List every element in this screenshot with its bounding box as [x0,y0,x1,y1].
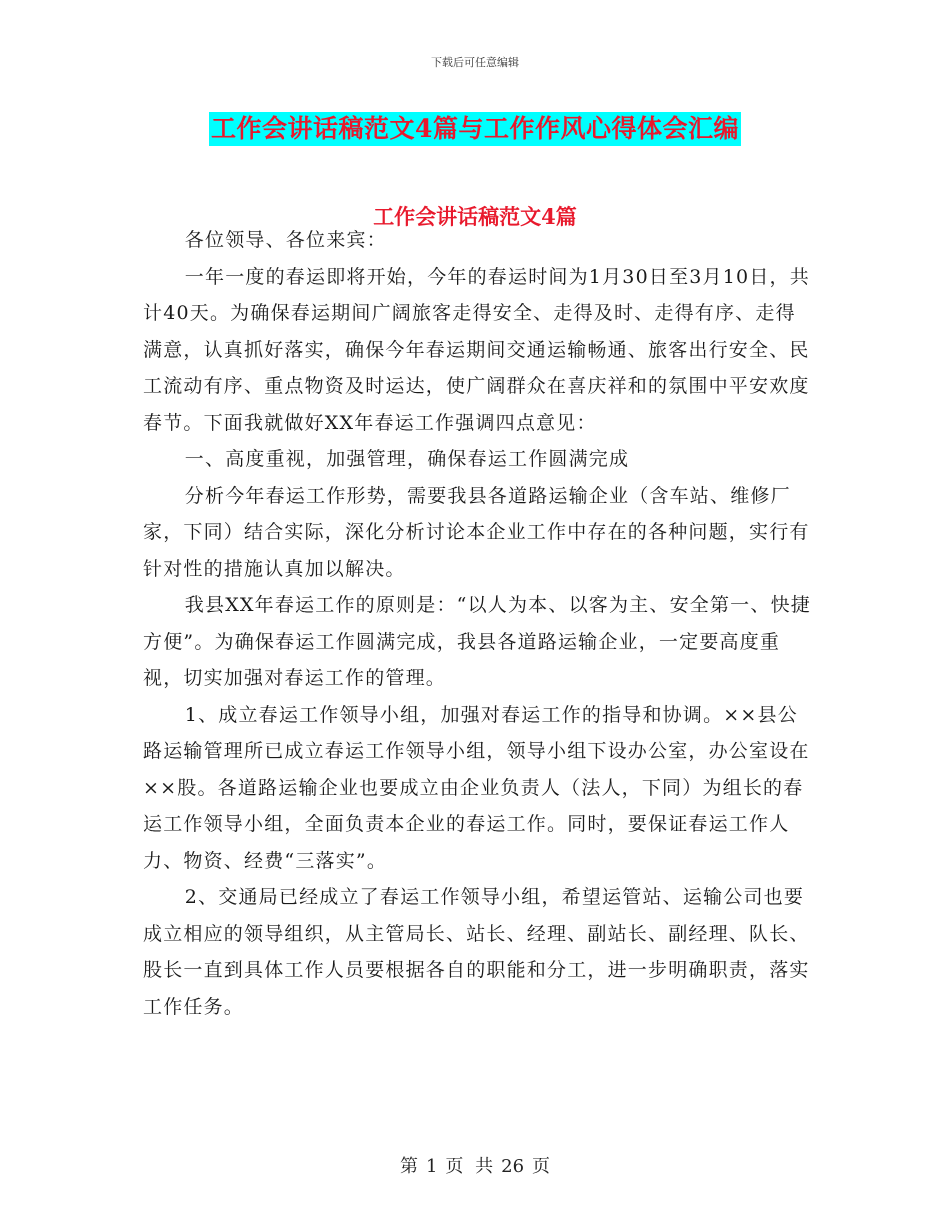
page-prefix: 第 [399,1156,418,1177]
paragraph: 一年一度的春运即将开始，今年的春运时间为1月30日至3月10日，共计40天。为确保春运期间广阔旅客走得安全、走得及时、走得有序、走得满意，认真抓好落实，确保今年春运期间交通运输畅通、旅客出行安全、民工流动有序、重点物资及时运达，使广阔群众在喜庆祥和的氛围中平安欢度春节。下面我就做好XX年春运工作强调四点意见： [143,265,810,434]
page-middle: 页 共 [445,1156,494,1177]
header-note: 下载后可任意编辑 [431,56,519,69]
document-title: 工作会讲话稿范文4篇与工作作风心得体会汇编 [209,112,741,146]
page-suffix: 页 [532,1156,551,1177]
page-number: 1 [425,1156,438,1177]
paragraph: 分析今年春运工作形势，需要我县各道路运输企业（含车站、维修厂家，下同）结合实际，深化分析讨论本企业工作中存在的各种问题，实行有针对性的措施认真加以解决。 [143,484,810,580]
total-pages: 26 [501,1156,525,1177]
section-title: 工作会讲话稿范文4篇 [373,204,577,229]
main-title-container [0,112,950,146]
paragraph: 一、高度重视，加强管理，确保春运工作圆满完成 [184,448,630,470]
paragraph: 2、交通局已经成立了春运工作领导小组，希望运管站、运输公司也要成立相应的领导组织，从主管局长、站长、经理、副站长、副经理、队长、股长一直到具体工作人员要根据各自的职能和分工，进一步明确职责，落实工作任务。 [143,886,810,1018]
document-body [143,222,813,1025]
paragraph: 我县XX年春运工作的原则是：“以人为本、以客为主、安全第一、快捷方便”。为确保春运工作圆满完成，我县各道路运输企业，一定要高度重视，切实加强对春运工作的管理。 [143,594,811,689]
page-footer [0,1152,950,1178]
paragraph: 1、成立春运工作领导小组，加强对春运工作的指导和协调。××县公路运输管理所已成立春运工作领导小组，领导小组下设办公室，办公室设在××股。各道路运输企业也要成立由企业负责人（法人，下同）为组长的春运工作领导小组，全面负责本企业的春运工作。同时，要保证春运工作人力、物资、经费“三落实”。 [143,703,810,872]
paragraph: 各位领导、各位来宾： [184,229,387,251]
